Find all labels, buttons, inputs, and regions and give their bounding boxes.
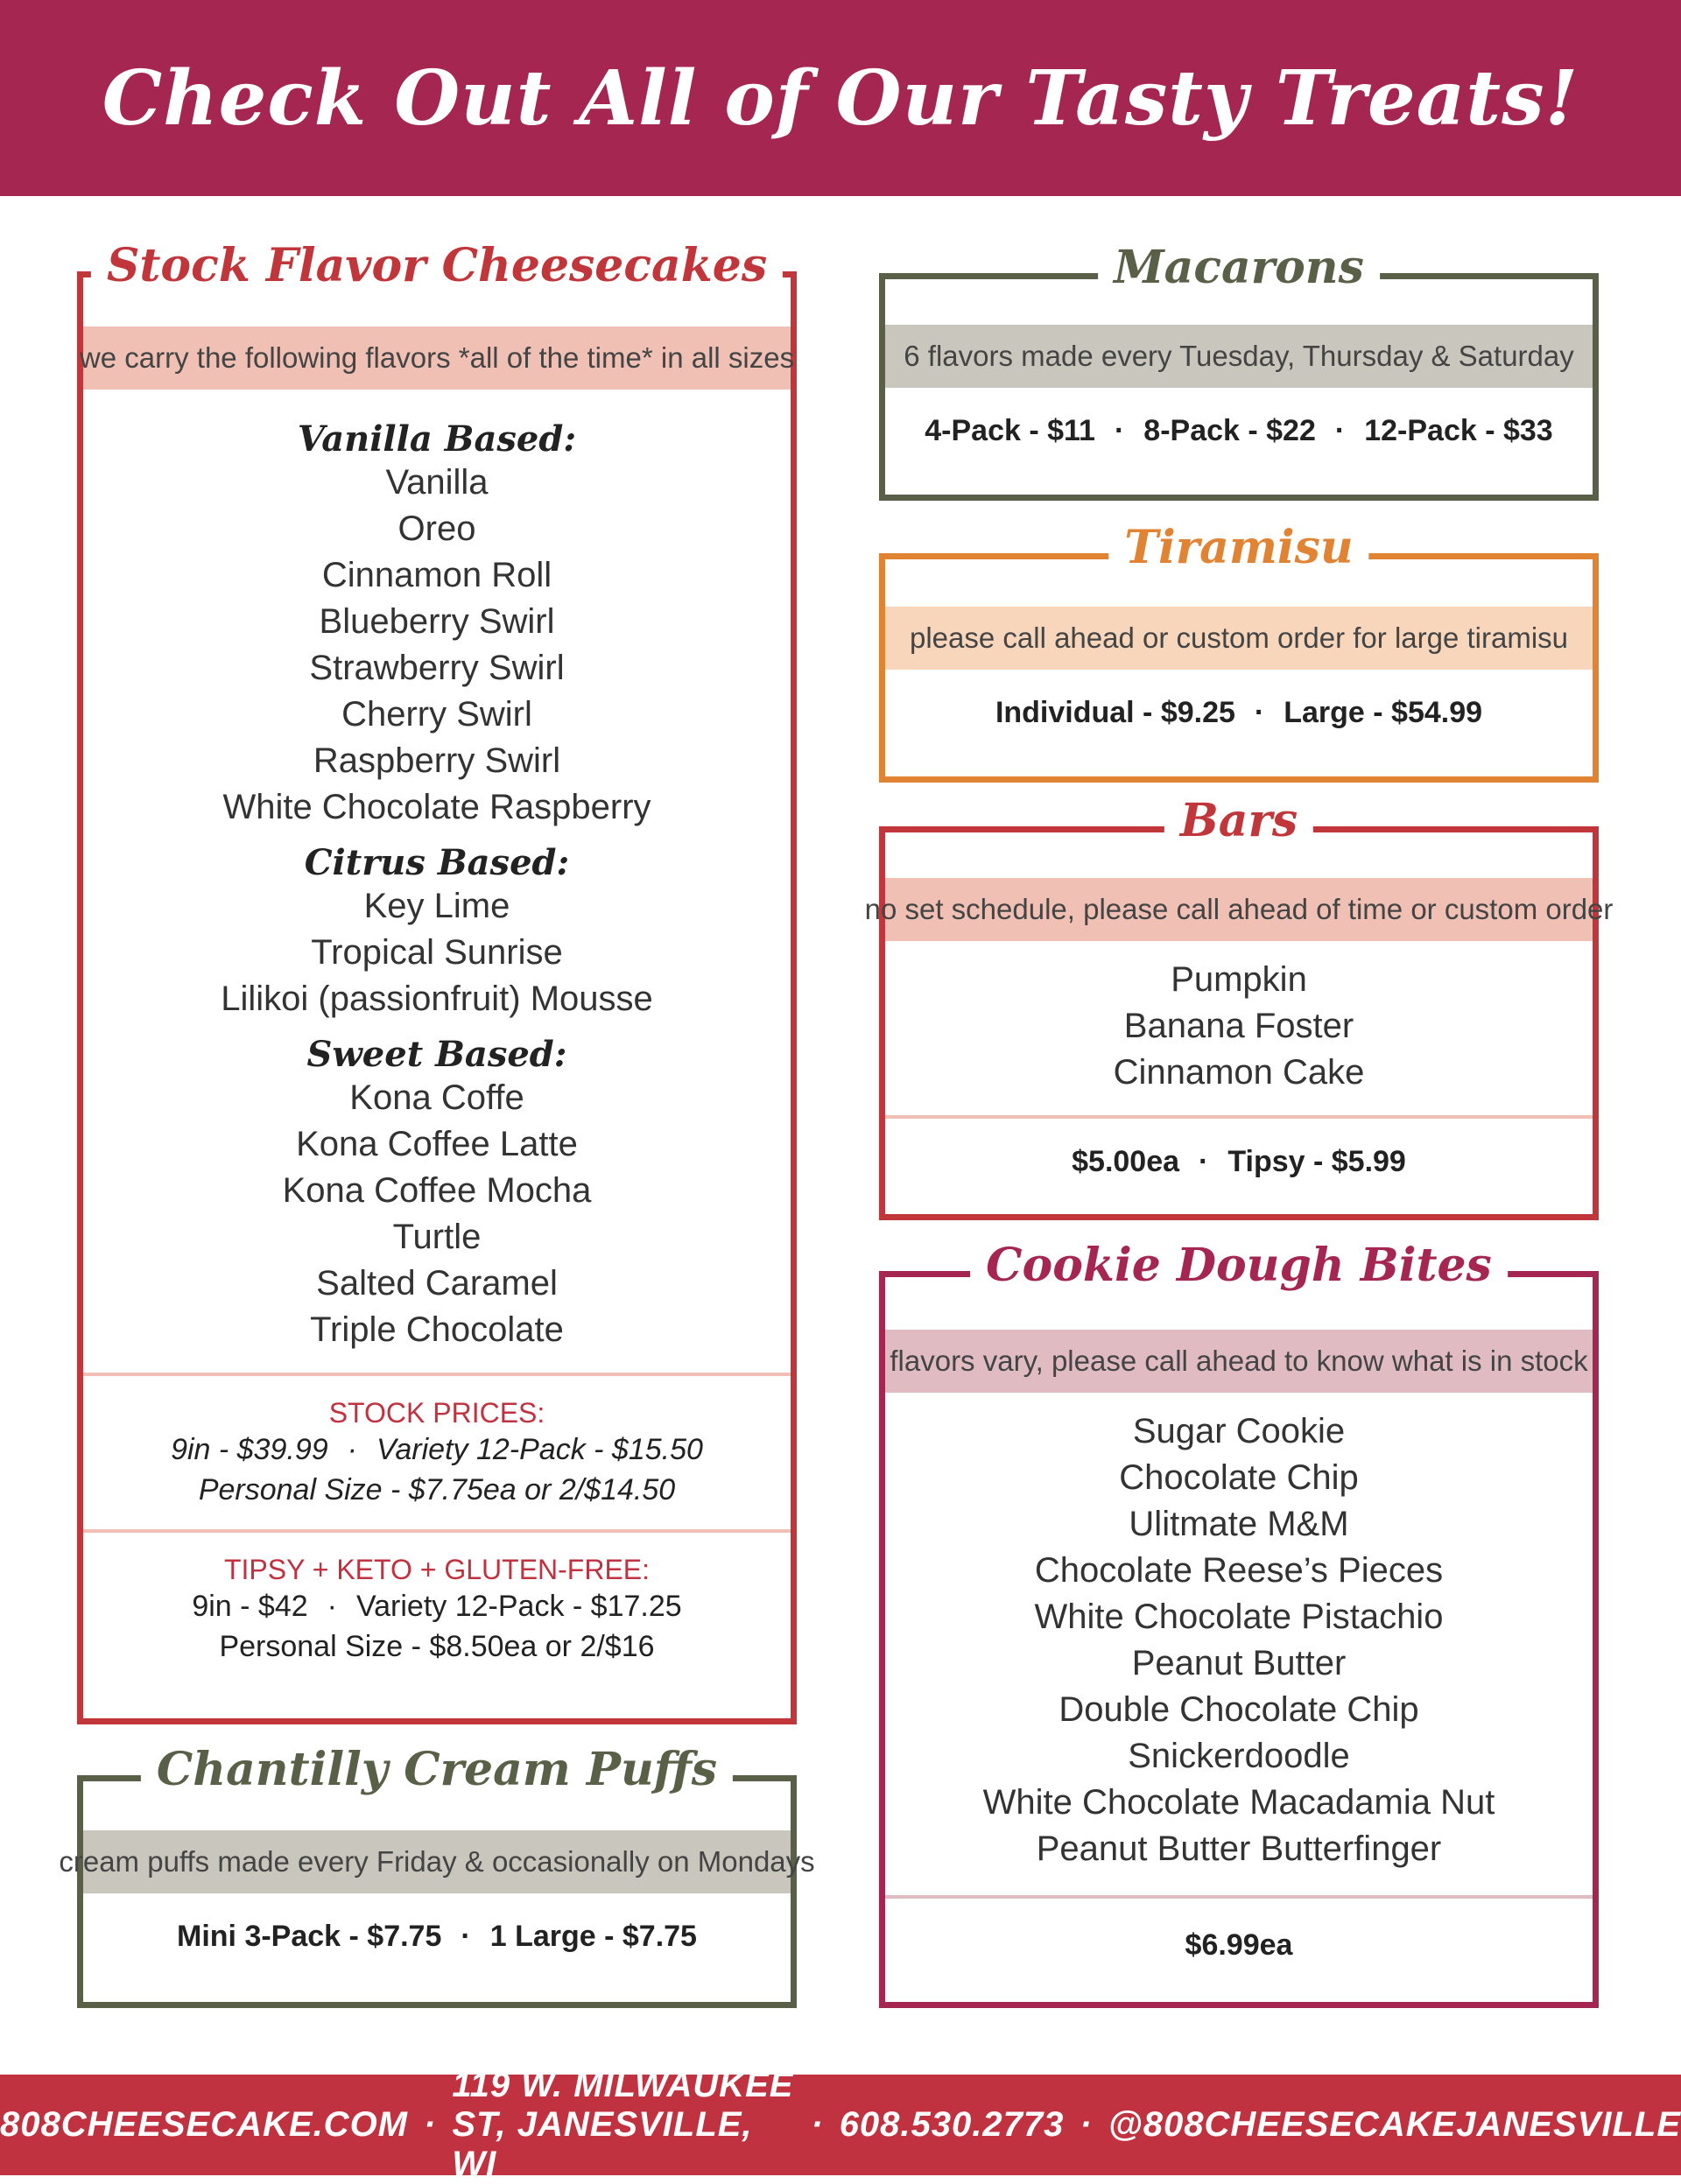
special-prices-line-2: Personal Size - $8.50ea or 2/$16 xyxy=(219,1630,655,1663)
stock-prices-section xyxy=(83,1376,791,1529)
dot-separator: · xyxy=(461,1920,471,1953)
footer-social: @808CHEESECAKEJANESVILLE xyxy=(1108,2105,1681,2144)
list-item: Pumpkin xyxy=(1171,960,1307,999)
price-each: $5.00ea xyxy=(1072,1145,1180,1178)
cream-puffs-prices xyxy=(83,1920,791,1954)
dot-separator: · xyxy=(1114,414,1125,447)
dot-separator: · xyxy=(1199,1145,1209,1178)
group-heading-sweet: Sweet Based: xyxy=(306,1034,567,1075)
bars-prices xyxy=(885,1145,1593,1179)
list-item: Blueberry Swirl xyxy=(319,602,555,641)
group-vanilla xyxy=(83,419,791,831)
divider xyxy=(885,1115,1593,1119)
cream-puffs-box xyxy=(59,1743,815,2008)
price-tipsy: Tipsy - $5.99 xyxy=(1227,1145,1406,1178)
stock-cheesecakes-box xyxy=(77,239,797,1724)
price-individual: Individual - $9.25 xyxy=(995,696,1235,729)
list-item: Cinnamon Roll xyxy=(321,556,552,594)
cookie-dough-note: flavors vary, please call ahead to know what is in stock xyxy=(885,1330,1593,1393)
special-prices-heading: TIPSY + KETO + GLUTEN-FREE: xyxy=(223,1554,651,1585)
list-item: White Chocolate Raspberry xyxy=(222,788,651,826)
tiramisu-title: Tiramisu xyxy=(1108,521,1368,574)
price-large: 1 Large - $7.75 xyxy=(489,1920,697,1953)
cookie-dough-title: Cookie Dough Bites xyxy=(970,1239,1508,1292)
tiramisu-note: please call ahead or custom order for large tiramisu xyxy=(885,607,1593,670)
cream-puffs-note: cream puffs made every Friday & occasionally on Mondays xyxy=(83,1830,791,1893)
list-item: Kona Coffee Mocha xyxy=(282,1171,592,1210)
list-item: Ulitmate M&M xyxy=(1129,1505,1349,1543)
list-item: Raspberry Swirl xyxy=(313,741,561,780)
group-sweet xyxy=(83,1035,791,1353)
cookie-dough-price: $6.99ea xyxy=(1185,1928,1293,1962)
group-citrus xyxy=(83,843,791,1022)
price-large: Large - $54.99 xyxy=(1284,696,1483,729)
dot-separator: · xyxy=(1334,414,1346,447)
page-footer xyxy=(0,2066,1681,2183)
list-item: Banana Foster xyxy=(1123,1007,1354,1045)
list-item: Vanilla xyxy=(385,463,489,502)
cookie-dough-box xyxy=(879,1239,1599,2008)
list-item: Kona Coffee Latte xyxy=(296,1125,578,1163)
list-item: Strawberry Swirl xyxy=(309,649,565,687)
list-item: Salted Caramel xyxy=(316,1264,558,1303)
special-prices-line-1 xyxy=(83,1586,791,1626)
page-header xyxy=(0,0,1681,196)
footer-separator: · xyxy=(1080,2105,1093,2144)
page-title: Check Out All of Our Tasty Treats! xyxy=(102,53,1579,143)
list-item: Snickerdoodle xyxy=(1128,1737,1350,1775)
price-9in: 9in - $39.99 xyxy=(171,1433,328,1466)
list-item: White Chocolate Macadamia Nut xyxy=(982,1783,1495,1822)
stock-prices-line-2: Personal Size - $7.75ea or 2/$14.50 xyxy=(198,1473,676,1506)
list-item: Cherry Swirl xyxy=(341,695,532,734)
price-8-pack: 8-Pack - $22 xyxy=(1143,414,1316,447)
list-item: Kona Coffe xyxy=(349,1078,524,1117)
stock-prices-line-1 xyxy=(83,1429,791,1470)
list-item: Peanut Butter Butterfinger xyxy=(1036,1829,1442,1868)
list-item: Oreo xyxy=(397,509,476,548)
price-12-pack: 12-Pack - $33 xyxy=(1364,414,1553,447)
list-item: Key Lime xyxy=(363,887,510,925)
macarons-prices xyxy=(885,414,1593,448)
price-mini: Mini 3-Pack - $7.75 xyxy=(177,1920,442,1953)
price-4-pack: 4-Pack - $11 xyxy=(925,414,1095,447)
bars-title: Bars xyxy=(1164,794,1313,847)
dot-separator: · xyxy=(347,1433,357,1466)
list-item: Lilikoi (passionfruit) Mousse xyxy=(221,980,653,1018)
group-heading-citrus: Citrus Based: xyxy=(304,842,570,883)
list-item: Turtle xyxy=(392,1218,482,1256)
macarons-note: 6 flavors made every Tuesday, Thursday & Saturday xyxy=(885,325,1593,388)
dot-separator: · xyxy=(327,1590,337,1623)
cookie-dough-list xyxy=(885,1393,1593,1872)
special-prices-section xyxy=(83,1533,791,1667)
footer-separator: · xyxy=(424,2105,437,2144)
tiramisu-box xyxy=(879,521,1599,783)
dot-separator: · xyxy=(1254,696,1265,729)
macarons-title: Macarons xyxy=(1098,241,1380,294)
footer-phone: 608.530.2773 xyxy=(839,2105,1065,2144)
price-variety: Variety 12-Pack - $15.50 xyxy=(376,1433,703,1466)
list-item: Chocolate Reese’s Pieces xyxy=(1034,1551,1444,1590)
list-item: Tropical Sunrise xyxy=(311,933,563,972)
list-item: Cinnamon Cake xyxy=(1113,1053,1365,1092)
list-item: Triple Chocolate xyxy=(310,1310,564,1349)
list-item: White Chocolate Pistachio xyxy=(1034,1598,1444,1636)
group-heading-vanilla: Vanilla Based: xyxy=(297,418,577,460)
bars-note: no set schedule, please call ahead of time or custom order xyxy=(885,878,1593,941)
bars-box xyxy=(864,794,1614,1220)
stock-cheesecakes-title: Stock Flavor Cheesecakes xyxy=(91,239,783,292)
list-item: Peanut Butter xyxy=(1131,1644,1347,1682)
list-item: Double Chocolate Chip xyxy=(1059,1690,1419,1729)
stock-prices-heading: STOCK PRICES: xyxy=(328,1397,545,1429)
list-item: Sugar Cookie xyxy=(1132,1412,1346,1450)
tiramisu-prices xyxy=(885,696,1593,730)
footer-separator: · xyxy=(811,2105,824,2144)
price-9in: 9in - $42 xyxy=(192,1590,308,1623)
price-variety: Variety 12-Pack - $17.25 xyxy=(355,1590,682,1623)
footer-address: 119 W. MILWAUKEE ST, JANESVILLE, WI xyxy=(452,2066,794,2183)
macarons-box xyxy=(879,241,1599,501)
divider xyxy=(885,1895,1593,1899)
stock-cheesecakes-note: we carry the following flavors *all of the time* in all sizes xyxy=(83,327,791,390)
bars-list xyxy=(885,941,1593,1096)
footer-website: 808CHEESECAKE.COM xyxy=(0,2105,409,2144)
list-item: Chocolate Chip xyxy=(1119,1458,1359,1497)
cream-puffs-title: Chantilly Cream Puffs xyxy=(141,1743,733,1796)
stock-flavor-list xyxy=(83,390,791,1353)
